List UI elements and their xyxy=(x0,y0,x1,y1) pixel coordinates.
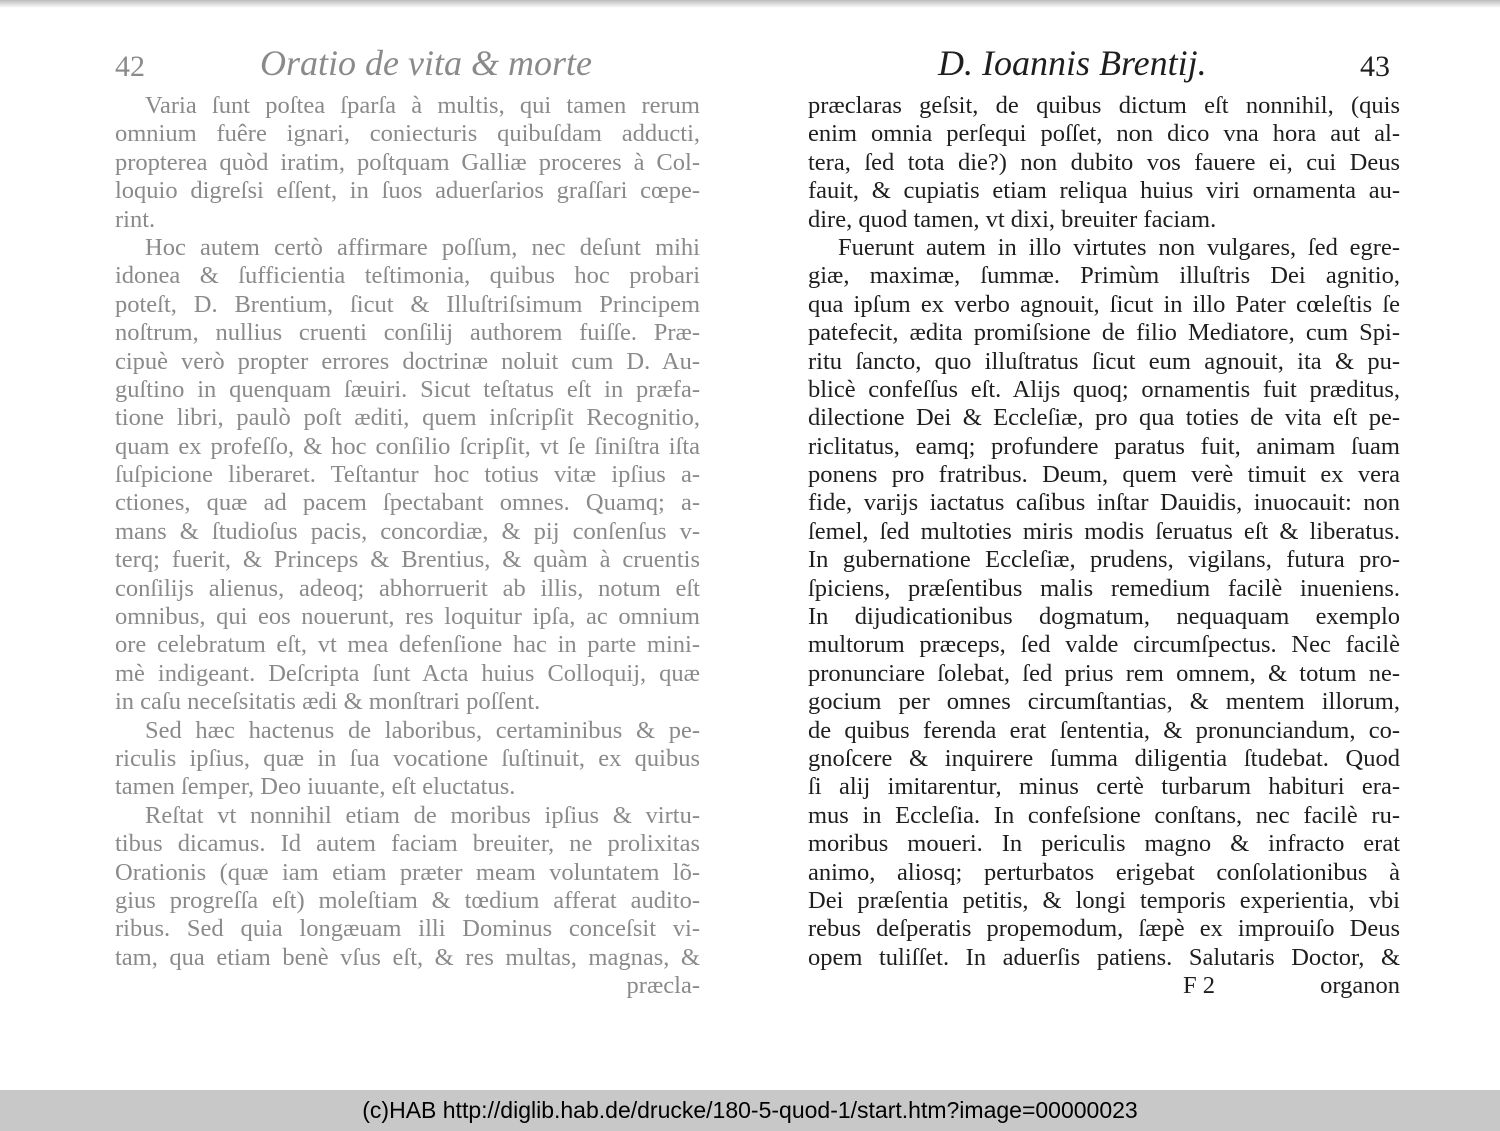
scan-edge xyxy=(0,0,1500,8)
text-line: gocium per omnes circumſtantias, & mentem illorum, xyxy=(808,688,1400,716)
text-line: dilectione Dei & Eccleſiæ, pro qua toties de vita eſt pe- xyxy=(808,404,1400,432)
copyright-footer: (c)HAB http://diglib.hab.de/drucke/180-5-quod-1/start.htm?image=00000023 xyxy=(0,1090,1500,1131)
text-line: gius progreſſa eſt) moleſtiam & tœdium afferat audito- xyxy=(115,886,700,914)
text-line: Orationis (quæ iam etiam præter meam voluntatem lõ- xyxy=(115,858,700,886)
text-line: loquio digreſsi eſſent, in ſuos aduerſarios graſſari cœpe- xyxy=(115,177,700,205)
text-line: Hoc autem certò affirmare poſſum, nec deſunt mihi xyxy=(145,233,700,261)
text-line: ore celebratum eſt, vt mea defenſione hac in parte mini- xyxy=(115,631,700,659)
text-line: propterea quòd iratim, poſtquam Galliæ proceres à Col- xyxy=(115,148,700,176)
running-head-title: Oratio de vita & morte xyxy=(260,43,592,83)
text-line: In dijudicationibus dogmatum, nequaquam exemplo xyxy=(808,603,1400,631)
text-line: ritu ſancto, quo illuſtratus ſicut eum agnouit, ita & pu- xyxy=(808,347,1400,375)
text-line: de quibus ferenda erat ſententia, & pronunciandum, co- xyxy=(808,716,1400,744)
text-line: riclitatus, eamq; profundere paratus fuit, animam ſuam xyxy=(808,432,1400,460)
text-line: in caſu neceſsitatis ædi & monſtrari poſſent. xyxy=(115,688,541,716)
text-line: ſuſpicione liberaret. Teſtantur hoc totius vitæ ipſius a- xyxy=(115,461,700,489)
text-line: Dei præſentia petitis, & longi temporis experientia, vbi xyxy=(808,886,1400,914)
text-line: tione libri, paulò poſt æditi, quem inſcripſit Recognitio, xyxy=(115,404,700,432)
text-line: riculis ipſius, quæ in ſua vocatione ſuſtinuit, ex quibus xyxy=(115,744,700,772)
text-line: rebus deſperatis propemodum, ſæpè ex improuiſo Deus xyxy=(808,915,1400,943)
text-line: tibus dicamus. Id autem faciam breuiter, ne prolixitas xyxy=(115,830,700,858)
page-number: 42 xyxy=(115,50,145,83)
text-line: mans & ſtudioſus pacis, concordiæ, & pij conſenſus v- xyxy=(115,517,700,545)
text-line: ſemel, ſed multoties miris modis ſeruatus eſt & liberatus. xyxy=(808,517,1400,545)
text-line: Reſtat vt nonnihil etiam de moribus ipſius & virtu- xyxy=(145,801,700,829)
text-line: animo, aliosq; perturbatos erigebat conſolationibus à xyxy=(808,858,1400,886)
right-body-text xyxy=(808,92,1400,972)
right-page xyxy=(808,40,1400,1002)
text-line: idonea & ſufficientia teſtimonia, quibus hoc probari xyxy=(115,262,700,290)
text-line: guſtino in quenquam ſæuiri. Sicut teſtatus eſt in præfa- xyxy=(115,375,700,403)
text-line: præcla- xyxy=(626,972,700,1000)
text-line: qua ipſum ex verbo agnouit, ſicut in illo Pater cœleſtis ſe xyxy=(808,290,1400,318)
text-line: blicè confeſſus eſt. Alijs quoq; ornamentis fuit præditus, xyxy=(808,375,1400,403)
left-body-text xyxy=(115,92,700,1001)
text-line: opem tuliſſet. In aduerſis patiens. Salutaris Doctor, & xyxy=(808,943,1400,971)
text-line: quam ex profeſſo, & hoc conſilio ſcripſit, vt ſe ſiniſtra iſta xyxy=(115,432,700,460)
text-line: omnibus, qui eos nouerunt, res loquitur ipſa, ac omnium xyxy=(115,603,700,631)
text-line: noſtrum, nullius cruenti conſilij authorem fuiſſe. Præ- xyxy=(115,319,700,347)
text-line: omnium fuêre ignari, coniecturis quibuſdam adducti, xyxy=(115,120,700,148)
text-line: mè indigeant. Deſcripta ſunt Acta huius Colloquij, quæ xyxy=(115,659,700,687)
text-line: gnoſcere & inquirere ſumma diligentia ſtudebat. Quod xyxy=(808,744,1400,772)
text-line: mus in Eccleſia. In confeſsione conſtans, nec facilè ru- xyxy=(808,801,1400,829)
text-line: conſilijs alienus, adeoq; abhorruerit ab illis, notum eſt xyxy=(115,574,700,602)
text-line: pronunciare ſolebat, ſed prius rem omnem, & totum ne- xyxy=(808,659,1400,687)
page-footer-line xyxy=(808,972,1400,1002)
text-line: tam, qua etiam benè vſus eſt, & res multas, magnas, & xyxy=(115,943,700,971)
signature-mark: F 2 xyxy=(1183,972,1216,1000)
left-page xyxy=(115,40,700,1001)
text-line: fauit, & cupiatis etiam reliqua huius viri ornamenta au- xyxy=(808,177,1400,205)
text-line: fide, varijs iactatus caſibus inſtar Dauidis, inuocauit: non xyxy=(808,489,1400,517)
left-running-head xyxy=(115,40,700,92)
text-line: patefecit, ædita promiſsione de filio Mediatore, cum Spi- xyxy=(808,319,1400,347)
text-line: Fuerunt autem in illo virtutes non vulgares, ſed egre- xyxy=(838,233,1400,261)
catchword: organon xyxy=(1320,972,1400,1000)
text-line: In gubernatione Eccleſiæ, prudens, vigilans, futura pro- xyxy=(808,546,1400,574)
text-line: tera, ſed tota die?) non dubito vos fauere ei, cui Deus xyxy=(808,148,1400,176)
text-line: terq; fuerit, & Princeps & Brentius, & quàm à cruentis xyxy=(115,546,700,574)
text-line: tamen ſemper, Deo iuuante, eſt eluctatus. xyxy=(115,773,516,801)
text-line: ſi alij imitarentur, minus certè turbarum habituri era- xyxy=(808,773,1400,801)
right-running-head xyxy=(808,40,1400,92)
text-line: ſpiciens, præſentibus malis remedium facilè inueniens. xyxy=(808,574,1400,602)
text-line: Varia ſunt poſtea ſparſa à multis, qui tamen rerum xyxy=(145,92,700,119)
text-line: poteſt, D. Brentium, ſicut & Illuſtriſsimum Principem xyxy=(115,290,700,318)
text-line: ponens pro fratribus. Deum, quem verè timuit ex vera xyxy=(808,461,1400,489)
text-line: moribus moueri. In periculis magno & infracto erat xyxy=(808,830,1400,858)
text-line: præclaras geſsit, de quibus dictum eſt nonnihil, (quis xyxy=(808,92,1400,119)
text-line: rint. xyxy=(115,205,156,233)
text-line: ribus. Sed quia longæuam illi Dominus conceſsit vi- xyxy=(115,915,700,943)
page-number: 43 xyxy=(1360,50,1390,83)
text-line: multorum præceps, ſed valde circumſpectus. Nec facilè xyxy=(808,631,1400,659)
text-line: ctiones, quæ ad pacem ſpectabant omnes. Quamq; a- xyxy=(115,489,700,517)
running-head-title: D. Ioannis Brentij. xyxy=(938,43,1207,83)
text-line: cipuè verò propter errores doctrinæ noluit cum D. Au- xyxy=(115,347,700,375)
text-line: Sed hæc hactenus de laboribus, certaminibus & pe- xyxy=(145,716,700,744)
text-line: dire, quod tamen, vt dixi, breuiter faciam. xyxy=(808,205,1217,233)
text-line: enim omnia perſequi poſſet, non dico vna hora aut al- xyxy=(808,120,1400,148)
text-line: giæ, maximæ, ſummæ. Primùm illuſtris Dei agnitio, xyxy=(808,262,1400,290)
